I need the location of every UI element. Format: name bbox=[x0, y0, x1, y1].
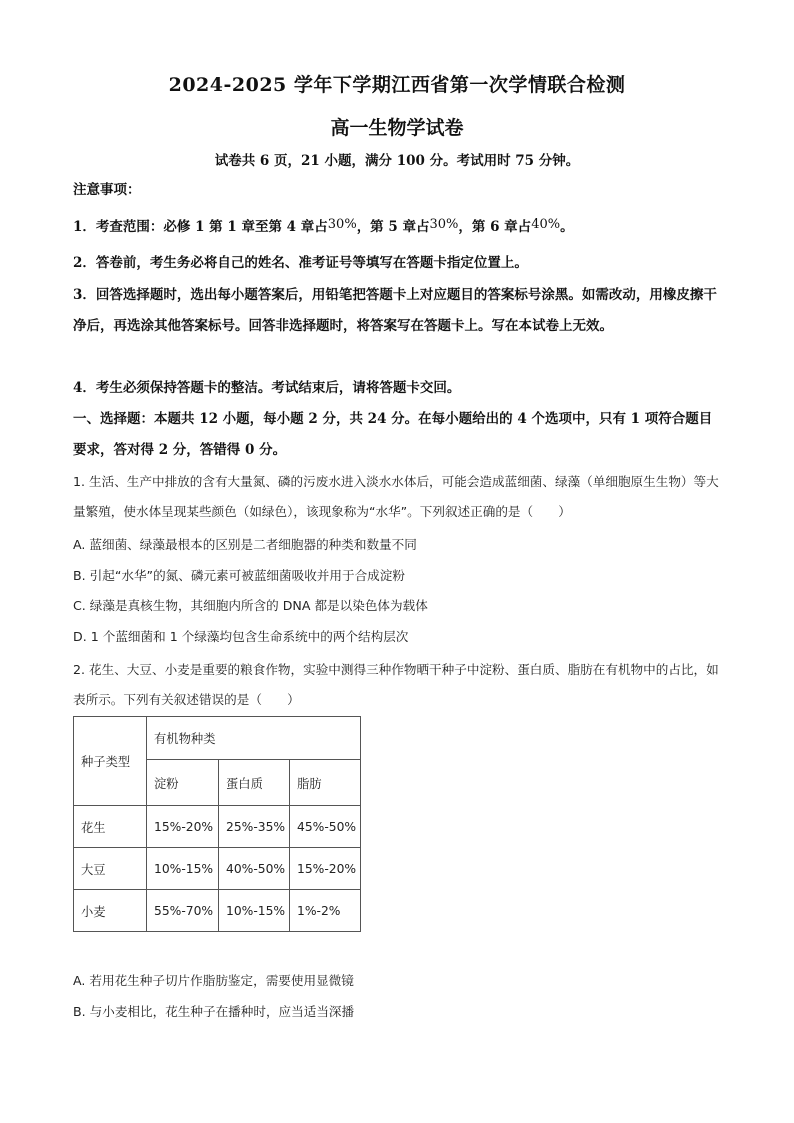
exam-subject-title: 高一生物学试卷 bbox=[330, 117, 464, 139]
notice-item-3: 3．回答选择题时，选出每小题答案后，用铅笔把答题卡上对应题目的答案标号涂黑。如需改动，用橡皮擦干净后，再选涂其他答案标号。回答非选择题时，将答案写在答题卡上。写在本试卷上无效。 bbox=[73, 287, 717, 334]
exam-title: 2024-2025 学年下学期江西省第一次学情联合检测 bbox=[168, 74, 626, 96]
table-header-row bbox=[74, 717, 361, 760]
section-1-heading: 一、选择题：本题共 12 小题，每小题 2 分，共 24 分。在每小题给出的 4 个选项中，只有 1 项符合题目要求，答对得 2 分，答错得 0 分。 bbox=[73, 411, 713, 458]
table-row-label: 小麦 bbox=[74, 890, 147, 932]
seed-composition-table bbox=[73, 716, 361, 932]
table-cell: 25%-35% bbox=[219, 806, 290, 848]
table-cell: 55%-70% bbox=[147, 890, 219, 932]
table-cell: 40%-50% bbox=[219, 848, 290, 890]
notice-heading: 注意事项： bbox=[73, 182, 141, 198]
table-row-label: 花生 bbox=[74, 806, 147, 848]
question-1-option-c: C. 绿藻是真核生物，其细胞内所含的 DNA 都是以染色体为载体 bbox=[73, 598, 428, 613]
question-1-option-a: A. 蓝细菌、绿藻最根本的区别是二者细胞器的种类和数量不同 bbox=[73, 537, 417, 552]
notice-item-2: 2．答卷前，考生务必将自己的姓名、准考证号等填写在答题卡指定位置上。 bbox=[73, 255, 528, 271]
table-row bbox=[74, 806, 361, 848]
table-cell: 10%-15% bbox=[219, 890, 290, 932]
question-1-option-b: B. 引起“水华”的氮、磷元素可被蓝细菌吸收并用于合成淀粉 bbox=[73, 568, 405, 583]
table-cell: 15%-20% bbox=[147, 806, 219, 848]
table-column-header: 脂肪 bbox=[290, 760, 361, 806]
question-1-option-d: D. 1 个蓝细菌和 1 个绿藻均包含生命系统中的两个结构层次 bbox=[73, 629, 409, 644]
question-2-stem: 2. 花生、大豆、小麦是重要的粮食作物，实验中测得三种作物晒干种子中淀粉、蛋白质、脂肪在有机物中的占比，如表所示。下列有关叙述错误的是（ ） bbox=[73, 662, 719, 707]
table-group-header: 有机物种类 bbox=[147, 717, 361, 760]
table-cell: 1%-2% bbox=[290, 890, 361, 932]
question-2-option-b: B. 与小麦相比，花生种子在播种时，应当适当深播 bbox=[73, 1004, 355, 1019]
question-2-option-a: A. 若用花生种子切片作脂肪鉴定，需要使用显微镜 bbox=[73, 973, 354, 988]
table-corner-cell: 种子类型 bbox=[74, 717, 147, 806]
table-cell: 45%-50% bbox=[290, 806, 361, 848]
table-column-header: 蛋白质 bbox=[219, 760, 290, 806]
table-row bbox=[74, 890, 361, 932]
table-column-header: 淀粉 bbox=[147, 760, 219, 806]
notice-item-1: 1．考查范围：必修 1 第 1 章至第 4 章占30%，第 5 章占30%，第 6 章占40%。 bbox=[73, 217, 574, 235]
table-row bbox=[74, 848, 361, 890]
table-row-label: 大豆 bbox=[74, 848, 147, 890]
question-1-stem: 1. 生活、生产中排放的含有大量氮、磷的污废水进入淡水水体后，可能会造成蓝细菌、绿藻（单细胞原生生物）等大量繁殖，使水体呈现某些颜色（如绿色），该现象称为“水华”。下列叙述正确的是（ ） bbox=[73, 474, 719, 519]
table-cell: 15%-20% bbox=[290, 848, 361, 890]
notice-item-4: 4．考生必须保持答题卡的整洁。考试结束后，请将答题卡交回。 bbox=[73, 380, 461, 396]
exam-info: 试卷共 6 页，21 小题，满分 100 分。考试用时 75 分钟。 bbox=[214, 153, 580, 169]
table-cell: 10%-15% bbox=[147, 848, 219, 890]
